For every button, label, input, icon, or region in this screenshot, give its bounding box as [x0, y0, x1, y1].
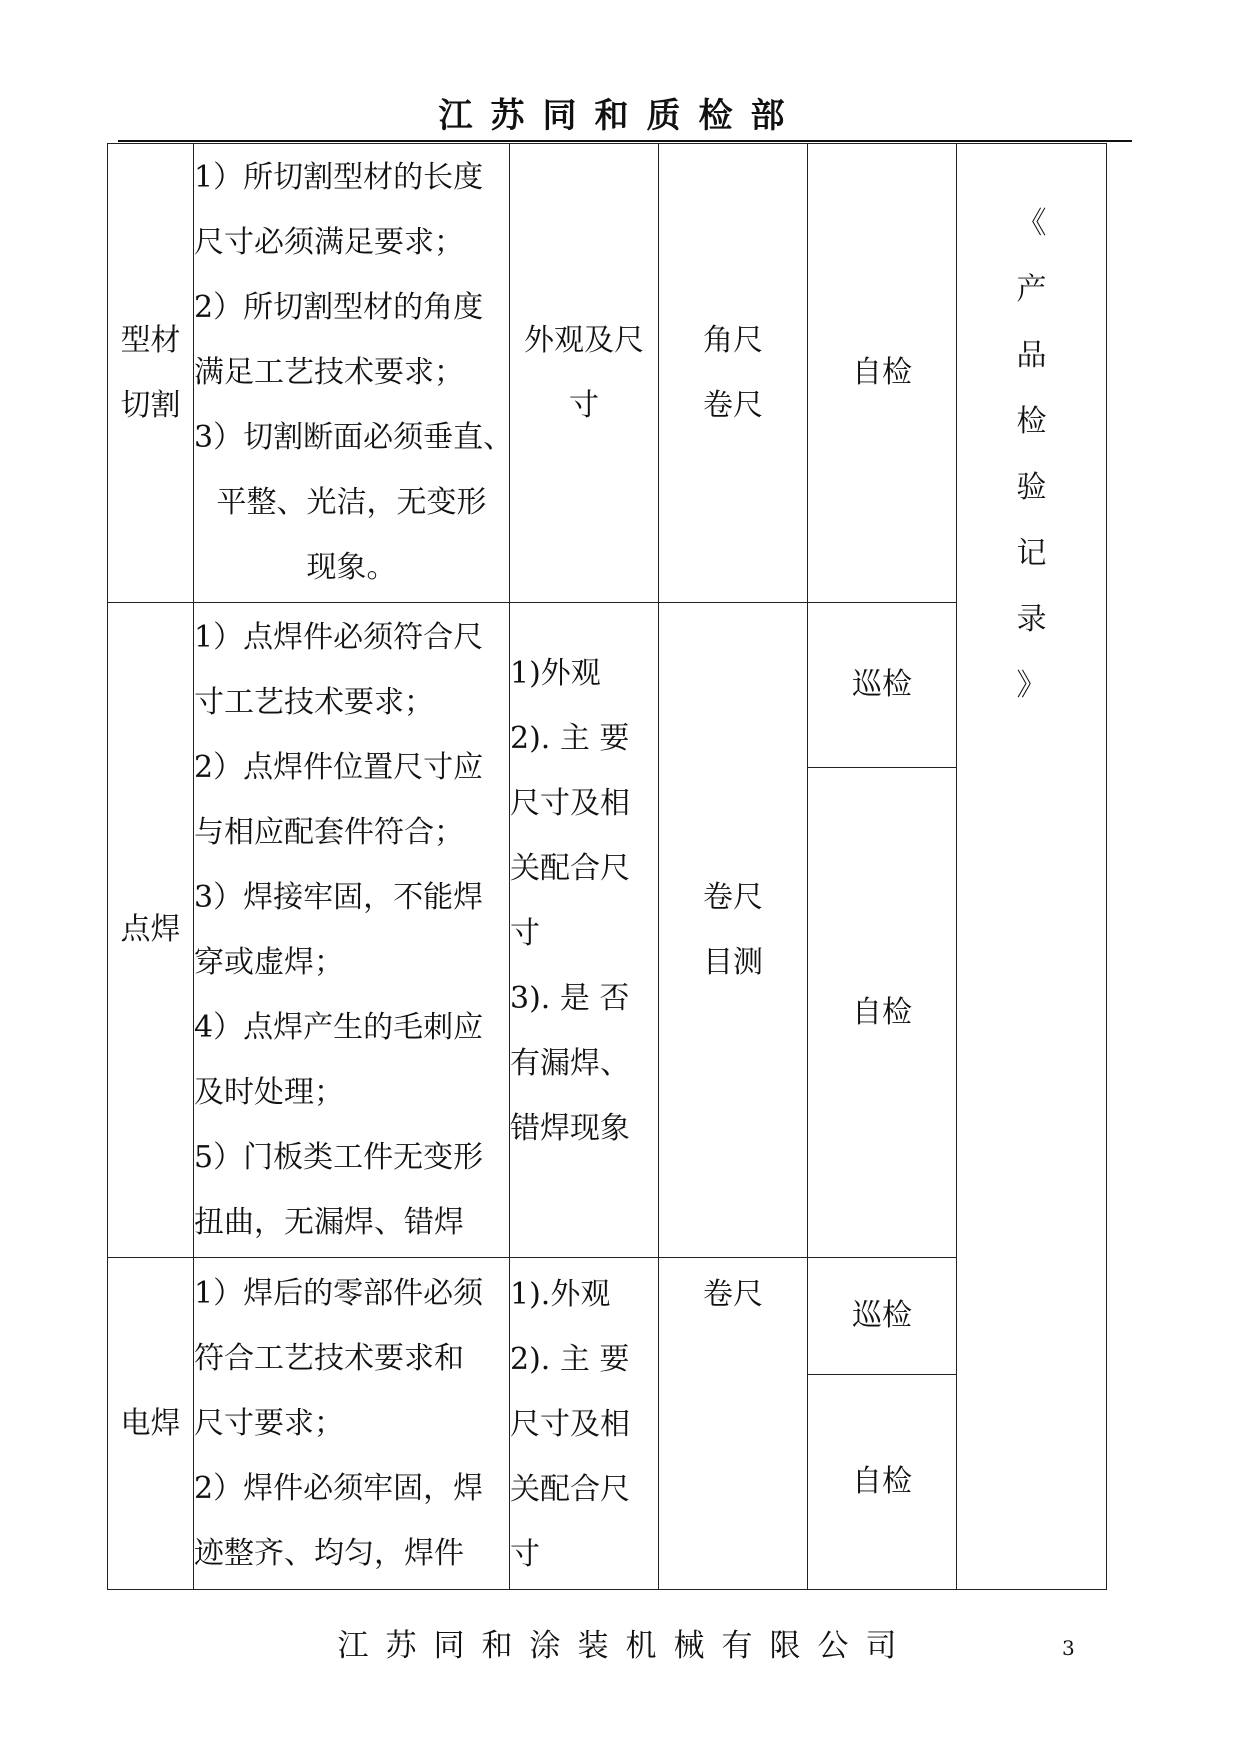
- requirements-cell: [194, 602, 510, 1257]
- requirement-line: 及时处理；: [194, 1074, 344, 1110]
- tool-cell: [659, 1257, 808, 1589]
- requirement-line: 满足工艺技术要求；: [194, 355, 464, 391]
- inspection-cell: [510, 1257, 659, 1589]
- record-label-char: 验: [1016, 469, 1047, 505]
- requirement-line: 穿或虚焊；: [194, 944, 344, 980]
- inspection-line: 尺寸及相: [510, 785, 630, 821]
- method-cell: [808, 1374, 957, 1589]
- page-title: 江苏同和质检部: [438, 96, 803, 136]
- process-label: 型材: [120, 322, 181, 358]
- inspection-line: 寸: [510, 1536, 540, 1572]
- process-label: 电焊: [120, 1405, 181, 1441]
- process-label: 切割: [120, 387, 181, 423]
- requirement-line: 与相应配套件符合；: [194, 814, 464, 850]
- requirement-line: 4）点焊产生的毛刺应: [194, 1009, 484, 1045]
- requirement-line: 2）所切割型材的角度: [194, 290, 484, 326]
- inspection-line: 2). 主 要: [510, 1341, 630, 1377]
- inspection-line: 1)外观: [510, 655, 601, 691]
- requirement-line: 符合工艺技术要求和: [194, 1340, 464, 1376]
- record-label-char: 记: [1016, 535, 1047, 571]
- inspection-line: 关配合尺: [510, 1471, 630, 1507]
- requirement-line: 扭曲，无漏焊、错焊: [194, 1204, 464, 1240]
- process-cell: [108, 602, 194, 1257]
- process-cell: [108, 144, 194, 603]
- requirement-line: 现象。: [306, 550, 397, 586]
- table-spacer: [1107, 144, 1125, 603]
- record-label-char: 检: [1016, 403, 1047, 439]
- method-label: 自检: [852, 995, 912, 1030]
- tool-cell: [659, 144, 808, 603]
- inspection-line: 有漏焊、: [510, 1045, 630, 1081]
- requirement-line: 1）焊后的零部件必须: [194, 1275, 484, 1311]
- inspection-cell: [510, 144, 659, 603]
- inspection-cell: [510, 602, 659, 1257]
- tool-cell: [659, 602, 808, 1257]
- method-cell: [808, 144, 957, 603]
- inspection-line: 1).外观: [510, 1276, 611, 1312]
- tool-label: 卷尺: [703, 1276, 763, 1312]
- inspection-line: 尺寸及相: [510, 1406, 630, 1442]
- table-spacer: [1107, 602, 1125, 767]
- requirement-line: 1）所切割型材的长度: [194, 160, 484, 196]
- inspection-table: [107, 143, 1125, 1590]
- record-label-cell: [957, 205, 1107, 1589]
- requirement-line: 3）焊接牢固，不能焊: [194, 879, 484, 915]
- method-label: 自检: [852, 355, 912, 391]
- process-label: 点焊: [120, 912, 181, 948]
- method-label: 巡检: [852, 667, 912, 703]
- footer-company-name: 江苏同和涂装机械有限公司: [337, 1628, 914, 1664]
- process-cell: [108, 1257, 194, 1589]
- tool-label: 卷尺: [703, 879, 763, 915]
- inspection-line: 错焊现象: [510, 1110, 630, 1146]
- requirement-line: 2）焊件必须牢固，焊: [194, 1470, 484, 1506]
- inspection-line: 3). 是 否: [510, 980, 630, 1016]
- tool-label: 角尺: [703, 322, 763, 358]
- page-number: 3: [1062, 1636, 1075, 1660]
- method-cell: [808, 602, 957, 767]
- method-label: 自检: [852, 1464, 912, 1500]
- requirement-line: 尺寸必须满足要求；: [194, 225, 464, 261]
- record-label-char: 录: [1016, 601, 1047, 637]
- table-row: [108, 602, 1125, 767]
- inspection-line: 2). 主 要: [510, 720, 630, 756]
- requirement-line: 平整、光洁，无变形: [216, 485, 487, 521]
- requirement-line: 寸工艺技术要求；: [194, 684, 434, 720]
- record-label-char: 品: [1016, 337, 1047, 373]
- table-spacer: [1107, 1374, 1125, 1589]
- requirement-line: 迹整齐、均匀，焊件: [194, 1535, 464, 1571]
- requirement-line: 2）点焊件位置尺寸应: [194, 749, 484, 785]
- tool-label: 目测: [703, 944, 763, 980]
- inspection-line: 外观及尺: [524, 322, 644, 358]
- requirement-line: 1）点焊件必须符合尺: [194, 619, 484, 655]
- inspection-line: 关配合尺: [510, 850, 630, 886]
- method-cell: [808, 768, 957, 1258]
- header-divider: [118, 140, 1132, 142]
- requirements-cell: [194, 144, 514, 603]
- record-label-char: 产: [1016, 271, 1047, 307]
- inspection-line: 寸: [569, 387, 599, 423]
- tool-label: 卷尺: [703, 387, 763, 423]
- table-spacer: [1107, 768, 1125, 1258]
- requirement-line: 5）门板类工件无变形: [194, 1139, 484, 1175]
- record-label-char: 》: [1016, 667, 1047, 703]
- requirement-line: 尺寸要求；: [194, 1405, 344, 1441]
- record-label-char: 《: [1016, 205, 1047, 241]
- table-spacer: [1107, 1257, 1125, 1374]
- method-cell: [808, 1257, 957, 1374]
- requirement-line: 3）切割断面必须垂直、: [194, 420, 514, 456]
- requirements-cell: [194, 1257, 510, 1589]
- inspection-line: 寸: [510, 915, 540, 951]
- method-label: 巡检: [852, 1298, 912, 1334]
